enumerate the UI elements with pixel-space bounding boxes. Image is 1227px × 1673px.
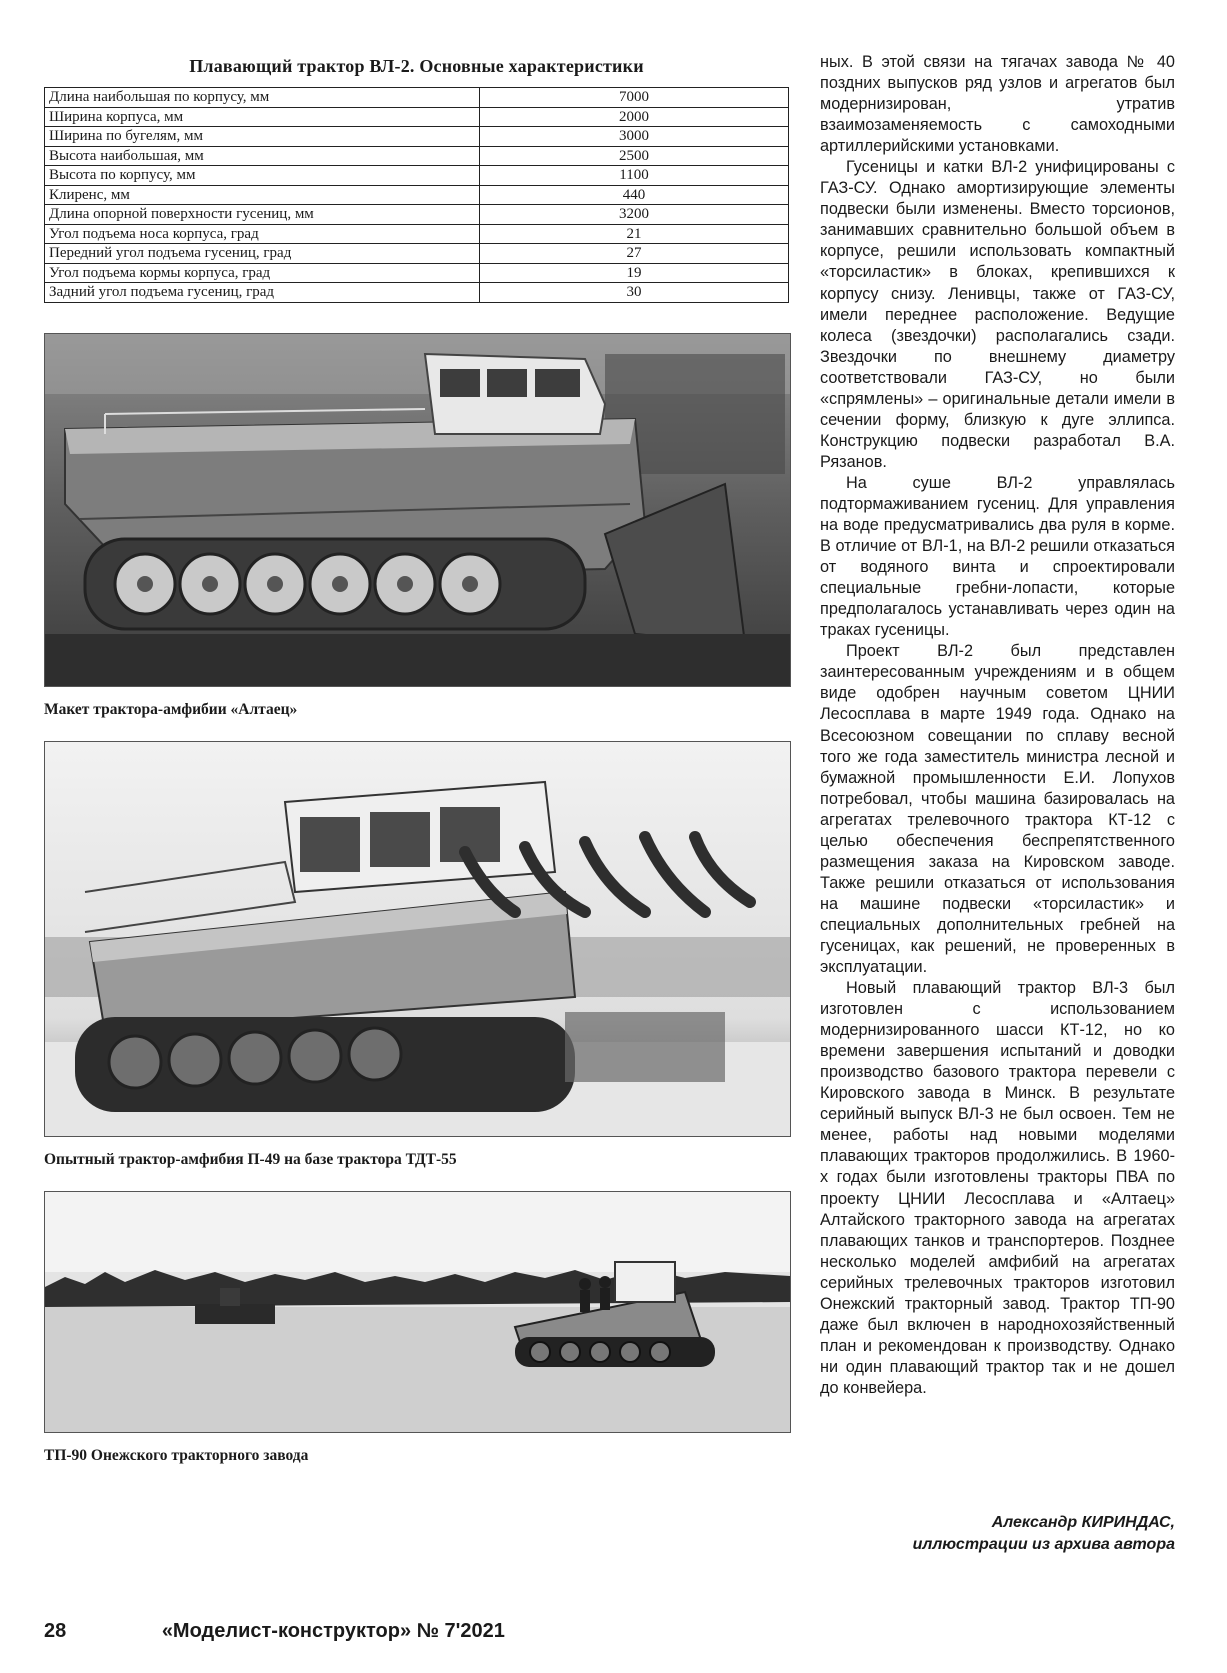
spec-row: [45, 263, 789, 283]
photo-altaets-model: [44, 333, 791, 687]
spec-value: 7000: [480, 88, 789, 108]
spec-label: Угол подъема кормы корпуса, град: [45, 263, 480, 283]
spec-label: Клиренс, мм: [45, 185, 480, 205]
spec-label: Угол подъема носа корпуса, град: [45, 224, 480, 244]
photo-tp90: [44, 1191, 791, 1433]
photo-p49-amphibian: [44, 741, 791, 1137]
figure-caption: ТП-90 Онежского тракторного завода: [44, 1447, 309, 1464]
figure-caption: Макет трактора-амфибии «Алтаец»: [44, 701, 298, 718]
author-name: Александр КИРИНДАС,: [991, 1514, 1175, 1531]
spec-value: 30: [480, 283, 789, 303]
article-paragraph: На суше ВЛ-2 управлялась подтормаживанием гусениц. Для управления на воде предусматривались два руля в корме. В отличие от ВЛ-1, на ВЛ-2 решили отказаться от водяного винта и спроектировали специальные гребни-лопасти, которые предполагалось устанавливать через один на траках гусеницы.: [820, 473, 1175, 640]
spec-row: [45, 283, 789, 303]
article-paragraph: Новый плавающий трактор ВЛ-3 был изготовлен с использованием модернизированного шасси КТ-12, но ко времени завершения испытаний и доводки производство базового трактора перевели с Кировского завода в Минск. В результате серийный выпуск ВЛ-3 не был освоен. Тем не менее, работы над новыми моделями плавающих тракторов продолжились. В 1960-х годах были изготовлены тракторы ПВА по проекту ЦНИИ Лесосплава и «Алтаец» Алтайского тракторного завода на агрегатах плавающих танков и транспортеров. Позднее несколько моделей амфибий на агрегатах серийных трелевочных тракторов изготовил Онежский тракторный завод. Трактор ТП-90 даже был включен в народнохозяйственный план и рекомендован к производству. Однако ни один плавающий трактор так и не дошел до конвейера.: [820, 979, 1175, 1397]
spec-row: [45, 146, 789, 166]
spec-row: [45, 244, 789, 264]
spec-value: 440: [480, 185, 789, 205]
spec-label: Высота наибольшая, мм: [45, 146, 480, 166]
article-paragraph: Проект ВЛ-2 был представлен заинтересованным учреждениям и в общем виде одобрен научным советом ЦНИИ Лесосплава в марте 1949 года. Однако на Всесоюзном совещании по сплаву весной того же года заместитель министра лесной и бумажной промышленности Е.И. Лопухов потребовал, чтобы машина базировалась на агрегатах трелевочного трактора КТ-12 с целью обеспечения беспрепятственного размещения заказа на Кировском заводе. Также решили отказаться от использования на машине подвески «торсиластик» и специальных дополнительных гребней на гусеницах, как решений, не проверенных в эксплуатации.: [820, 642, 1175, 977]
spec-row: [45, 107, 789, 127]
spec-value: 3000: [480, 127, 789, 147]
spec-table: [44, 87, 789, 303]
article-paragraph: ных. В этой связи на тягачах завода № 40 поздних выпусков ряд узлов и агрегатов был модернизирован, утратив взаимозаменяемость с самоходными артиллерийскими установками.: [820, 53, 1175, 156]
spec-row: [45, 185, 789, 205]
spec-row: [45, 224, 789, 244]
spec-value: 19: [480, 263, 789, 283]
figure-caption: Опытный трактор-амфибия П-49 на базе трактора ТДТ-55: [44, 1151, 457, 1168]
spec-label: Высота по корпусу, мм: [45, 166, 480, 186]
spec-label: Передний угол подъема гусениц, град: [45, 244, 480, 264]
spec-row: [45, 88, 789, 108]
spec-row: [45, 205, 789, 225]
spec-label: Ширина корпуса, мм: [45, 107, 480, 127]
spec-value: 21: [480, 224, 789, 244]
illustration-credit: иллюстрации из архива автора: [912, 1536, 1175, 1553]
spec-value: 1100: [480, 166, 789, 186]
spec-label: Длина опорной поверхности гусениц, мм: [45, 205, 480, 225]
magazine-title: «Моделист-конструктор» № 7'2021: [161, 1620, 505, 1642]
spec-row: [45, 166, 789, 186]
spec-label: Задний угол подъема гусениц, град: [45, 283, 480, 303]
spec-value: 27: [480, 244, 789, 264]
author-credit: [913, 1512, 1175, 1556]
article-column: [820, 52, 1175, 1399]
page-number: 28: [44, 1620, 67, 1642]
spec-value: 2500: [480, 146, 789, 166]
spec-row: [45, 127, 789, 147]
spec-label: Ширина по бугелям, мм: [45, 127, 480, 147]
page-footer: [44, 1620, 505, 1643]
spec-table-title: Плавающий трактор ВЛ-2. Основные характеристики: [189, 56, 644, 76]
spec-value: 2000: [480, 107, 789, 127]
spec-value: 3200: [480, 205, 789, 225]
article-paragraph: Гусеницы и катки ВЛ-2 унифицированы с ГАЗ-СУ. Однако амортизирующие элементы подвески были изменены. Вместо торсионов, занимавших сравнительно большой объем в корпусе, решили использовать компактный «торсиластик» в блоках, крепившихся к корпусу снизу. Ленивцы, также от ГАЗ-СУ, имели переднее расположение. Ведущие колеса (звездочки) располагались сзади. Звездочки по внешнему диаметру соответствовали ГАЗ-СУ, но были «спрямлены» – оригинальные детали имели в сечении форму, близкую к дуге эллипса. Конструкцию подвески разработал В.А. Рязанов.: [820, 158, 1175, 471]
spec-label: Длина наибольшая по корпусу, мм: [45, 88, 480, 108]
